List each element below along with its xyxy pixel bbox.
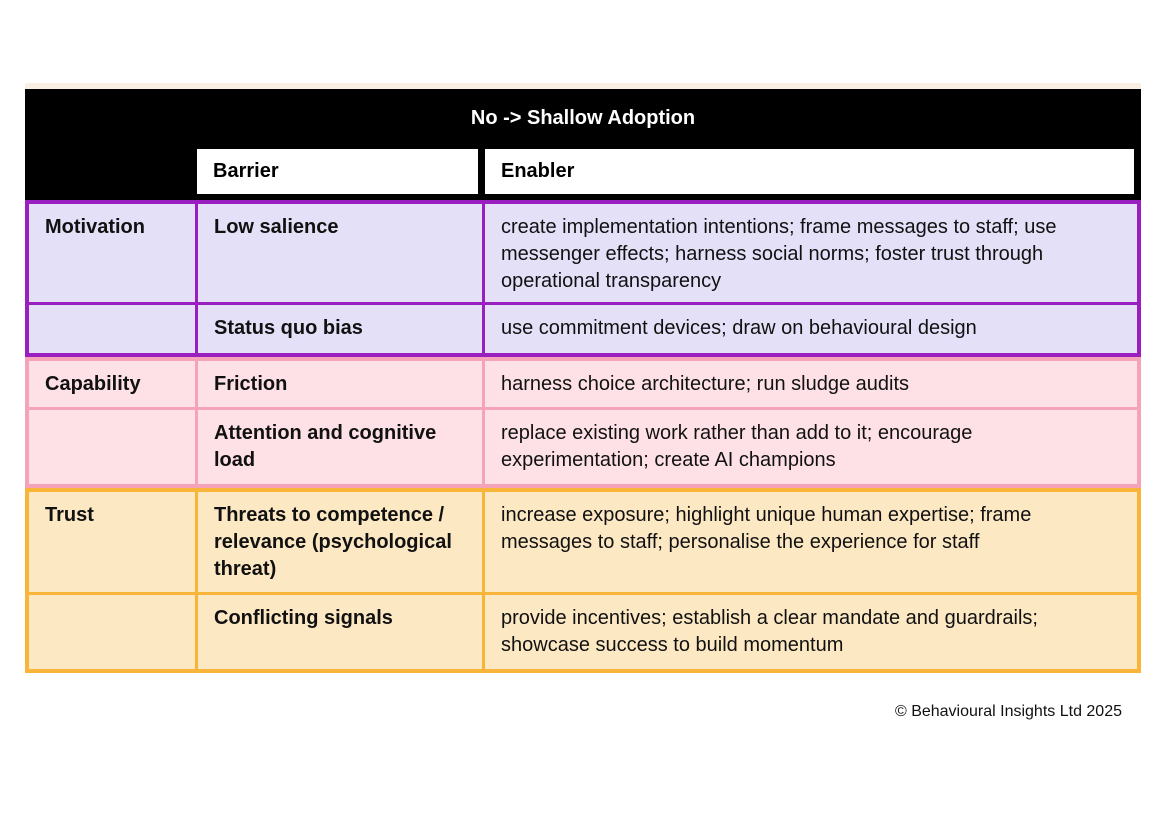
barrier-cell: Friction xyxy=(195,361,482,407)
group-motivation xyxy=(25,200,1141,357)
category-label: Motivation xyxy=(45,216,145,238)
enabler-cell: replace existing work rather than add to it; encourage experimentation; create AI champions xyxy=(482,407,1137,484)
enabler-cell: use commitment devices; draw on behavioural design xyxy=(482,302,1137,353)
enabler-cell: create implementation intentions; frame messages to staff; use messenger effects; harness social norms; foster trust through operational transparency xyxy=(482,204,1137,302)
table-title: No -> Shallow Adoption xyxy=(470,107,696,129)
copyright: © Behavioural Insights Ltd 2025 xyxy=(894,703,1122,720)
barrier-cell: Low salience xyxy=(195,204,482,302)
group-trust xyxy=(25,488,1141,673)
category-label: Trust xyxy=(45,504,94,526)
enabler-cell: increase exposure; highlight unique human expertise; frame messages to staff; personalise the experience for staff xyxy=(482,492,1137,592)
barrier-cell: Conflicting signals xyxy=(195,592,482,669)
enabler-cell: provide incentives; establish a clear mandate and guardrails; showcase success to build momentum xyxy=(482,592,1137,669)
barrier-cell: Attention and cognitive load xyxy=(195,407,482,484)
category-empty xyxy=(29,302,195,353)
table-header xyxy=(25,89,1141,200)
enabler-cell: harness choice architecture; run sludge audits xyxy=(482,361,1137,407)
barrier-cell: Threats to competence / relevance (psychological threat) xyxy=(195,492,482,592)
header-barrier: Barrier xyxy=(197,149,478,194)
group-capability xyxy=(25,357,1141,488)
header-enabler: Enabler xyxy=(485,149,1134,194)
category-empty xyxy=(29,407,195,484)
category-label: Capability xyxy=(45,373,141,395)
category-empty xyxy=(29,592,195,669)
barrier-cell: Status quo bias xyxy=(195,302,482,353)
